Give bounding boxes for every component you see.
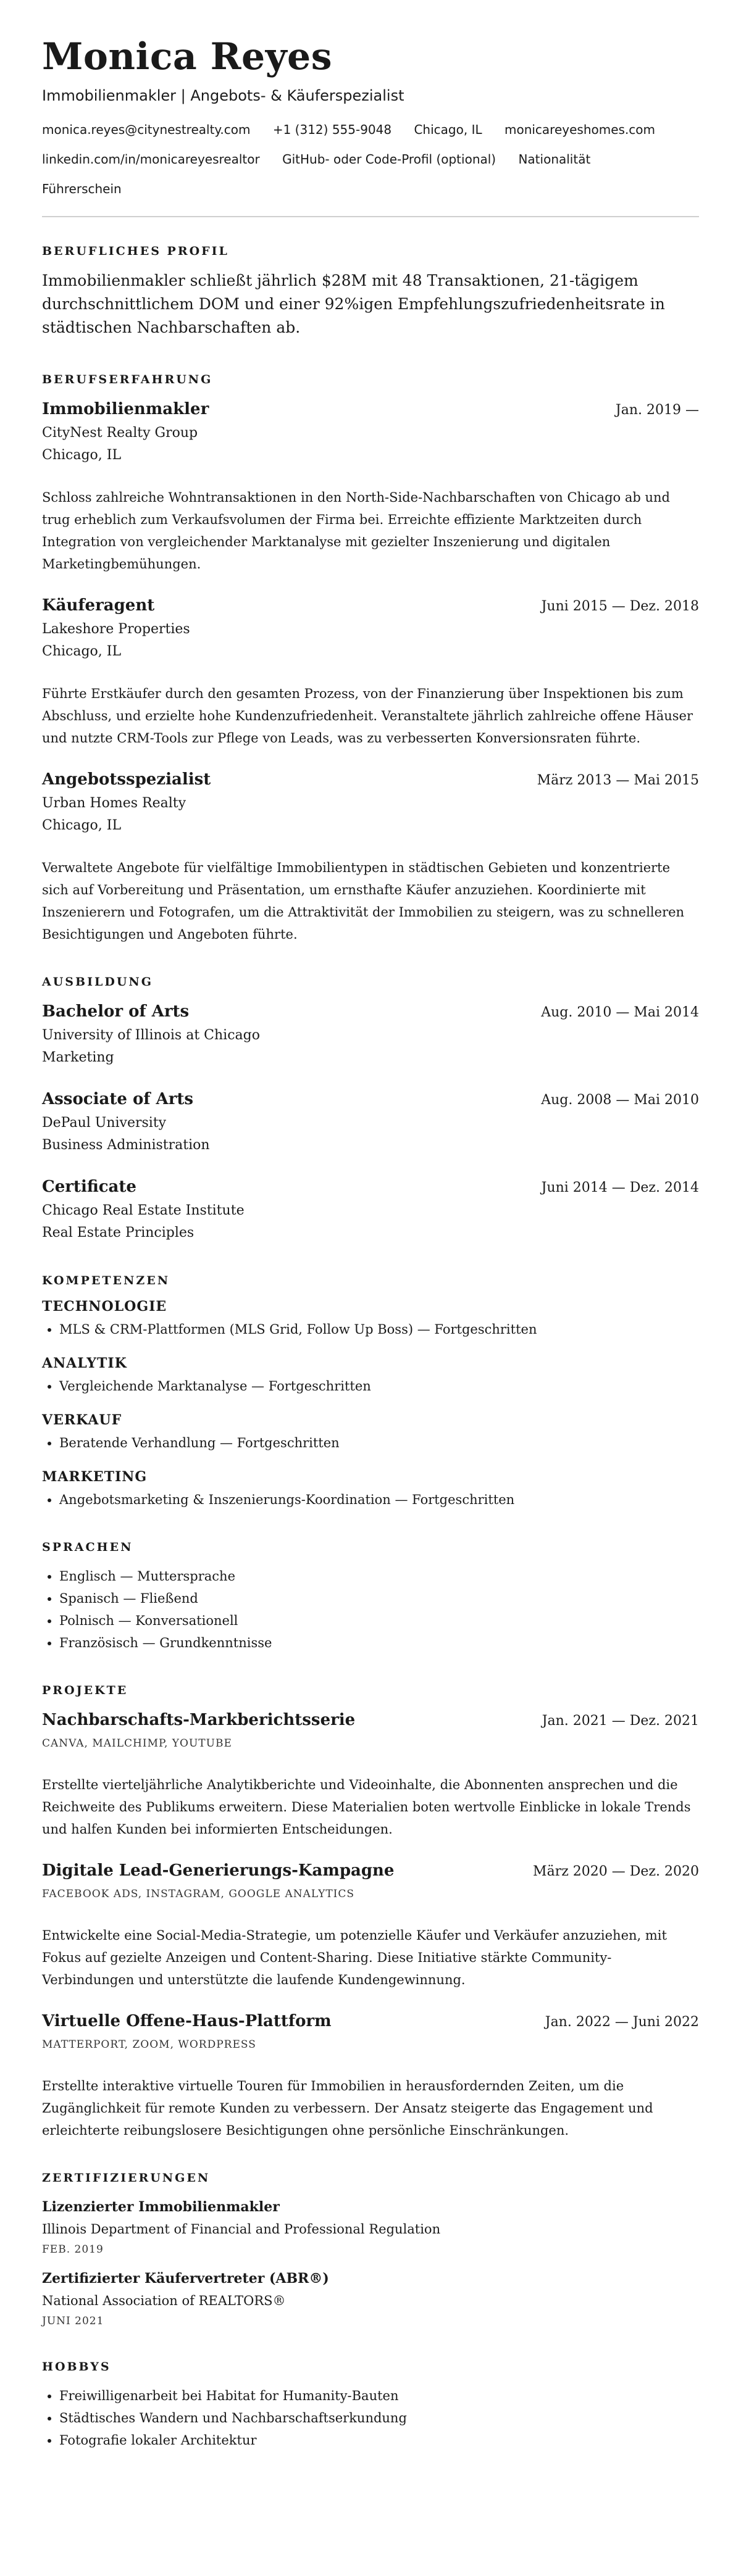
certification-name: Lizenzierter Immobilienmakler	[42, 2199, 280, 2215]
section-title: SPRACHEN	[42, 1540, 133, 1554]
language-item: • Französisch — Grundkenntnisse	[59, 1632, 699, 1654]
section-title: AUSBILDUNG	[42, 975, 153, 989]
job-entry	[42, 594, 699, 749]
section-title: BERUFSERFAHRUNG	[42, 373, 213, 386]
skill-group	[42, 1469, 699, 1511]
section-title: KOMPETENZEN	[42, 1274, 170, 1287]
job-date: Juni 2015 — Dez. 2018	[541, 599, 699, 614]
hobbies-section	[42, 2360, 699, 2451]
job-company: Urban Homes Realty	[42, 796, 186, 811]
project-tags: MATTERPORT, ZOOM, WORDPRESS	[42, 2038, 256, 2051]
hobby-item: • Freiwilligenarbeit bei Habitat for Humanity-Bauten	[59, 2385, 699, 2407]
education-degree: Certificate	[42, 1178, 136, 1196]
education-school: Chicago Real Estate Institute	[42, 1203, 245, 1218]
education-section	[42, 975, 699, 1244]
education-date: Aug. 2008 — Mai 2010	[541, 1092, 699, 1108]
candidate-headline: Immobilienmakler | Angebots- & Käuferspezialist	[42, 87, 404, 104]
project-name: Nachbarschafts-Markberichtsserie	[42, 1711, 356, 1729]
contact-email[interactable]: monica.reyes@citynestrealty.com	[42, 122, 251, 137]
education-school: DePaul University	[42, 1115, 167, 1131]
section-title: PROJEKTE	[42, 1684, 128, 1697]
hobby-list	[42, 2385, 699, 2451]
job-location: Chicago, IL	[42, 644, 122, 659]
education-entry	[42, 1000, 699, 1069]
skill-item: • Angebotsmarketing & Inszenierungs-Koordination — Fortgeschritten	[59, 1489, 699, 1511]
language-item: • Englisch — Muttersprache	[59, 1565, 699, 1587]
contact-website[interactable]: monicareyeshomes.com	[504, 122, 656, 137]
education-date: Juni 2014 — Dez. 2014	[541, 1180, 699, 1195]
job-description: Schloss zahlreiche Wohntransaktionen in den North-Side-Nachbarschaften von Chicago ab und trug erheblich zum Verkaufsvolumen der Firma bei. Erreichte effiziente Marktzeiten durch Integration von vergleichender Marktanalyse mit gezielter Inszenierung und digitalen Marketingbemühungen.	[42, 490, 670, 571]
education-degree: Associate of Arts	[42, 1090, 194, 1108]
project-entry	[42, 1708, 699, 1840]
project-date: März 2020 — Dez. 2020	[533, 1864, 699, 1879]
certification-date: FEB. 2019	[42, 2243, 104, 2256]
hobby-item: • Fotografie lokaler Architektur	[59, 2429, 699, 2451]
job-date: Jan. 2019 —	[615, 402, 699, 418]
language-list	[42, 1565, 699, 1654]
skill-item: • Beratende Verhandlung — Fortgeschritten	[59, 1432, 699, 1454]
contact-linkedin[interactable]: linkedin.com/in/monicareyesrealtor	[42, 152, 260, 167]
education-degree: Bachelor of Arts	[42, 1002, 190, 1021]
job-role: Angebotsspezialist	[42, 770, 211, 789]
language-item: • Polnisch — Konversationell	[59, 1610, 699, 1632]
education-entry	[42, 1087, 699, 1157]
project-entry	[42, 2009, 699, 2142]
job-description: Verwaltete Angebote für vielfältige Immobilientypen in städtischen Gebieten und konzentrierte sich auf Vorbereitung und Präsentation, um ernsthafte Käufer anzuziehen. Koordinierte mit Inszenierern und Fotografen, um die Attraktivität der Immobilien zu steigern, was zu schnelleren Besichtigungen und Angeboten führte.	[42, 860, 685, 942]
project-name: Virtuelle Offene-Haus-Plattform	[42, 2012, 332, 2030]
skill-group-title: MARKETING	[42, 1469, 148, 1485]
project-description: Erstellte interaktive virtuelle Touren für Immobilien in herausfordernden Zeiten, um die Zugänglichkeit für remote Kunden zu verbessern. Der Ansatz steigerte das Engagement und erleichterte reibungslosere Besichtigungen ohne persönliche Einschränkungen.	[42, 2079, 653, 2138]
education-field: Business Administration	[42, 1137, 210, 1153]
skill-group-title: ANALYTIK	[42, 1355, 127, 1371]
project-description: Erstellte vierteljährliche Analytikberichte und Videoinhalte, die Abonnenten ansprechen und die Reichweite des Publikums erweitern. Diese Materialien boten wertvolle Einblicke in lokale Trends und halfen Kunden bei informierten Entscheidungen.	[42, 1777, 691, 1837]
hobby-item: • Städtisches Wandern und Nachbarschaftserkundung	[59, 2407, 699, 2429]
skill-group	[42, 1355, 699, 1397]
certification-issuer: Illinois Department of Financial and Professional Regulation	[42, 2222, 441, 2237]
job-entry	[42, 768, 699, 945]
contact-nationality: Nationalität	[518, 152, 591, 167]
projects-section	[42, 1684, 699, 2142]
job-entry	[42, 397, 699, 575]
job-location: Chicago, IL	[42, 447, 122, 463]
certification-issuer: National Association of REALTORS®	[42, 2293, 286, 2308]
header-divider	[42, 216, 699, 217]
candidate-name: Monica Reyes	[42, 35, 333, 78]
skill-group	[42, 1412, 699, 1454]
languages-section	[42, 1540, 699, 1654]
education-school: University of Illinois at Chicago	[42, 1028, 260, 1043]
education-date: Aug. 2010 — Mai 2014	[541, 1005, 699, 1020]
project-date: Jan. 2021 — Dez. 2021	[542, 1713, 699, 1729]
project-tags: FACEBOOK ADS, INSTAGRAM, GOOGLE ANALYTICS	[42, 1888, 355, 1900]
experience-section	[42, 373, 699, 945]
skill-item: • MLS & CRM-Plattformen (MLS Grid, Follow Up Boss) — Fortgeschritten	[59, 1318, 699, 1340]
education-field: Marketing	[42, 1050, 114, 1065]
profile-section	[42, 244, 699, 339]
language-item: • Spanisch — Fließend	[59, 1587, 699, 1610]
skill-group	[42, 1298, 699, 1340]
job-role: Käuferagent	[42, 596, 155, 615]
section-title: BERUFLICHES PROFIL	[42, 244, 229, 258]
certification-entry	[42, 2267, 699, 2330]
skill-group-title: TECHNOLOGIE	[42, 1298, 167, 1315]
project-date: Jan. 2022 — Juni 2022	[545, 2014, 699, 2030]
project-description: Entwickelte eine Social-Media-Strategie, um potenzielle Käufer und Verkäufer anzuziehen, mit Fokus auf gezielte Anzeigen und Content-Sharing. Diese Initiative stärkte Community-Verbindungen und unterstützte die laufende Kundengewinnung.	[42, 1928, 667, 1987]
contact-license: Führerschein	[42, 181, 122, 196]
project-name: Digitale Lead-Generierungs-Kampagne	[42, 1861, 395, 1880]
project-entry	[42, 1859, 699, 1991]
certification-name: Zertifizierter Käufervertreter (ABR®)	[42, 2271, 329, 2287]
certification-entry	[42, 2196, 699, 2259]
skill-item: • Vergleichende Marktanalyse — Fortgeschritten	[59, 1375, 699, 1397]
job-description: Führte Erstkäufer durch den gesamten Prozess, von der Finanzierung über Inspektionen bis zum Abschluss, und erzielte hohe Kundenzufriedenheit. Veranstaltete jährlich zahlreiche offene Häuser und nutzte CRM-Tools zur Pflege von Leads, was zu verbesserten Konversionsraten führte.	[42, 686, 693, 746]
certification-date: JUNI 2021	[42, 2315, 104, 2327]
profile-summary: Immobilienmakler schließt jährlich $28M mit 48 Transaktionen, 21-tägigem durchschnittlichem DOM und einer 92%igen Empfehlungszufriedenheitsrate in städtischen Nachbarschaften ab.	[42, 272, 665, 336]
job-company: Lakeshore Properties	[42, 621, 190, 637]
skill-group-title: VERKAUF	[42, 1412, 122, 1428]
job-date: März 2013 — Mai 2015	[537, 773, 699, 788]
certifications-section	[42, 2171, 699, 2330]
project-tags: CANVA, MAILCHIMP, YOUTUBE	[42, 1737, 232, 1750]
skills-section	[42, 1274, 699, 1511]
job-location: Chicago, IL	[42, 818, 122, 833]
contact-github: GitHub- oder Code-Profil (optional)	[282, 152, 496, 167]
job-role: Immobilienmakler	[42, 400, 209, 418]
resume-header	[42, 35, 699, 204]
contact-phone[interactable]: +1 (312) 555-9048	[272, 122, 392, 137]
contact-info	[42, 115, 699, 204]
education-entry	[42, 1175, 699, 1244]
education-field: Real Estate Principles	[42, 1225, 195, 1240]
job-company: CityNest Realty Group	[42, 425, 198, 441]
section-title: ZERTIFIZIERUNGEN	[42, 2171, 211, 2185]
section-title: HOBBYS	[42, 2360, 111, 2374]
contact-location: Chicago, IL	[414, 122, 482, 137]
